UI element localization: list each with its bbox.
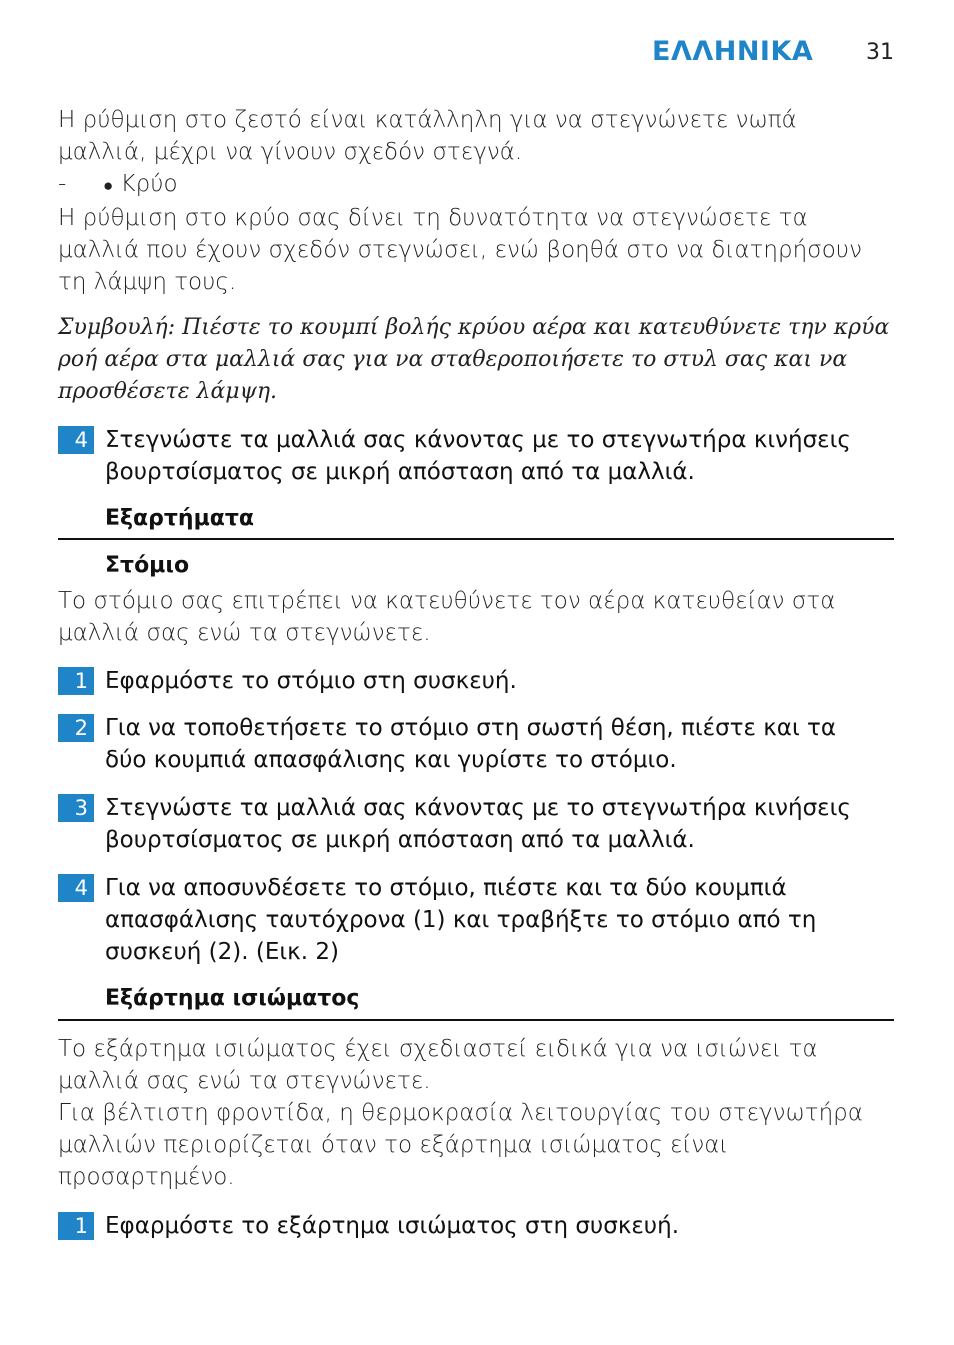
tip-line: Συμβουλή: Πιέστε το κουμπί βολής κρύου αέρα και κατευθύνετε την κρύα (58, 315, 890, 340)
step-line: βουρτσίσματος σε μικρή απόσταση από τα μαλλιά. (105, 827, 695, 853)
straightener-description (58, 1033, 898, 1193)
step-line: Για να τοποθετήσετε το στόμιο στη σωστή θέση, πιέστε και τα (105, 715, 837, 741)
step-text (105, 1210, 679, 1242)
section-divider (58, 1019, 894, 1021)
section-divider (58, 538, 894, 540)
step-line: Εφαρμόστε το στόμιο στη συσκευή. (105, 668, 517, 694)
text-line: μαλλιά που έχουν σχεδόν στεγνώσει, ενώ βοηθά στο να διατηρήσουν (58, 237, 862, 263)
step-text (105, 712, 836, 776)
step-line: απασφάλισης ταυτόχρονα (1) και τραβήξτε το στόμιο από τη (105, 907, 817, 933)
step-text (105, 872, 816, 968)
step-line: Στεγνώστε τα μαλλιά σας κάνοντας με το στεγνωτήρα κινήσεις (105, 795, 851, 821)
bullet-item (58, 168, 898, 202)
step-line: δύο κουμπιά απασφάλισης και γυρίστε το στόμιο. (105, 747, 677, 773)
text-line: τη λάμψη τους. (58, 269, 237, 295)
straightener-step-1 (58, 1210, 898, 1242)
step-text (105, 792, 851, 856)
tip-paragraph (58, 312, 898, 408)
text-line: μαλλιά σας ενώ τα στεγνώνετε. (58, 1068, 431, 1094)
language-header: ΕΛΛΗΝΙΚΑ (652, 36, 814, 67)
bullet-dot-icon: ● (102, 176, 114, 196)
step-number-badge: 1 (58, 1212, 94, 1240)
section-heading-straightener: Εξάρτημα ισιώματος (105, 986, 360, 1011)
text-line: Η ρύθμιση στο κρύο σας δίνει τη δυνατότητα να στεγνώσετε τα (58, 205, 808, 231)
subsection-heading-nozzle: Στόμιο (105, 553, 190, 578)
intro-paragraph-1 (58, 104, 898, 298)
page-number: 31 (866, 40, 894, 65)
nozzle-step-1 (58, 665, 898, 697)
tip-line: ροή αέρα στα μαλλιά σας για να σταθεροποιήσετε το στυλ σας και να (58, 347, 848, 372)
bullet-text: Κρύο (120, 171, 178, 197)
text-line: Η ρύθμιση στο ζεστό είναι κατάλληλη για να στεγνώνετε νωπά (58, 107, 797, 133)
step-text (105, 665, 517, 697)
text-line: Για βέλτιστη φροντίδα, η θερμοκρασία λειτουργίας του στεγνωτήρα (58, 1100, 863, 1126)
text-line: Το στόμιο σας επιτρέπει να κατευθύνετε τον αέρα κατευθείαν στα (58, 588, 836, 614)
text-line: Το εξάρτημα ισιώματος έχει σχεδιαστεί ειδικά για να ισιώνει τα (58, 1036, 818, 1062)
step-number-badge: 3 (58, 794, 94, 822)
step-line: συσκευή (2). (Εικ. 2) (105, 939, 339, 965)
text-line: μαλλιών περιορίζεται όταν το εξάρτημα ισιώματος είναι (58, 1132, 729, 1158)
step-line: Στεγνώστε τα μαλλιά σας κάνοντας με το στεγνωτήρα κινήσεις (105, 427, 851, 453)
step-line: Εφαρμόστε το εξάρτημα ισιώματος στη συσκευή. (105, 1213, 680, 1239)
text-line: προσαρτημένο. (58, 1164, 235, 1190)
text-line: μαλλιά σας ενώ τα στεγνώνετε. (58, 620, 431, 646)
bullet-dash: - (58, 171, 67, 197)
nozzle-step-3 (58, 792, 898, 856)
nozzle-step-2 (58, 712, 898, 776)
nozzle-step-4 (58, 872, 898, 968)
step-number-badge: 2 (58, 714, 94, 742)
step-number-badge: 4 (58, 874, 94, 902)
step-dry (58, 424, 898, 488)
step-number-badge: 4 (58, 426, 94, 454)
tip-line: προσθέσετε λάμψη. (58, 379, 278, 404)
step-line: βουρτσίσματος σε μικρή απόσταση από τα μαλλιά. (105, 459, 695, 485)
section-heading-accessories: Εξαρτήματα (105, 506, 255, 531)
step-text (105, 424, 851, 488)
step-line: Για να αποσυνδέσετε το στόμιο, πιέστε και τα δύο κουμπιά (105, 875, 787, 901)
step-number-badge: 1 (58, 667, 94, 695)
text-line: μαλλιά, μέχρι να γίνουν σχεδόν στεγνά. (58, 139, 523, 165)
nozzle-description (58, 585, 898, 649)
